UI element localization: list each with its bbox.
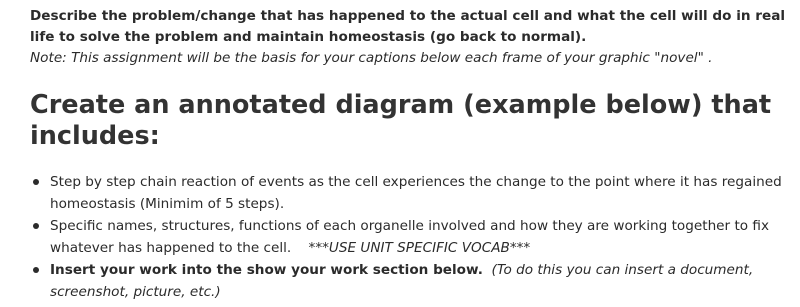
instruction-text: Describe the problem/change that has happened to the actual cell and what the cell will do in real life to solve the problem and maintain homeostasis (go back to normal).: [30, 8, 786, 45]
bullet-icon: [33, 179, 39, 185]
list-item-text: Specific names, structures, functions of each organelle involved and how they are working together to fix whatever has happened to the cell.: [50, 218, 770, 256]
list-item: [30, 215, 794, 259]
list-item: [30, 171, 794, 215]
assignment-instructions: [30, 6, 794, 303]
list-item: [30, 259, 794, 303]
bullet-icon: [33, 267, 39, 273]
requirements-list: [30, 171, 794, 303]
section-heading: Create an annotated diagram (example below) that includes:: [30, 90, 772, 151]
list-item-text: Step by step chain reaction of events as the cell experiences the change to the point where it has regained homeostasis (Minimim of 5 steps).: [50, 174, 782, 212]
list-item-bold-text: Insert your work into the show your work section below.: [50, 262, 483, 278]
list-item-emphasis: ***USE UNIT SPECIFIC VOCAB***: [308, 240, 531, 256]
instruction-note: Note: This assignment will be the basis for your captions below each frame of your graphic "novel" .: [30, 50, 713, 66]
list-item-emphasis: (To do this you can insert a document, screenshot, picture, etc.): [50, 262, 754, 300]
bullet-icon: [33, 223, 39, 229]
